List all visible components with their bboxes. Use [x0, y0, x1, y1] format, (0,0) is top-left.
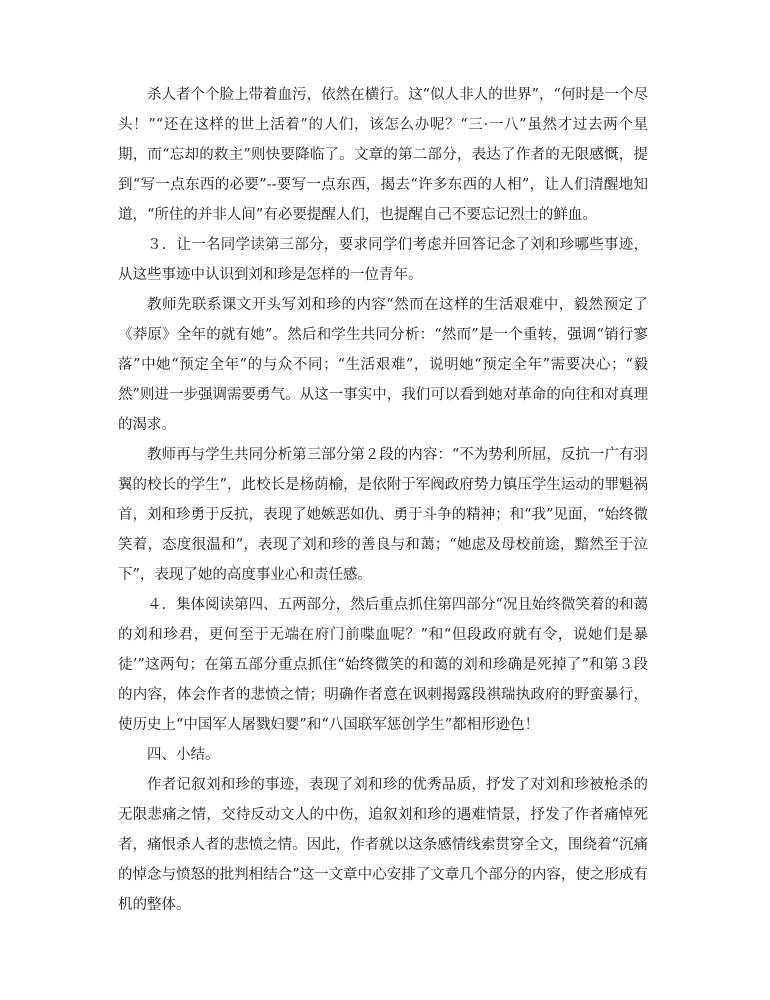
paragraph-4: 教师再与学生共同分析第三部分第２段的内容：“不为势利所屈，反抗一广有羽翼的校长的学生”，此校长是杨荫榆，是依附于军阀政府势力镇压学生运动的罪魁祸首，刘和珍勇于反抗，表现了她嫉恶如仇、勇于斗争的精神；和“我”见面，“始终微笑着，态度很温和”，表现了刘和珍的善良与和蔼；“她虑及母校前途，黯然至于泣下”，表现了她的高度事业心和责任感。 — [118, 447, 648, 583]
paragraph-3: 教师先联系课文开头写刘和珍的内容“然而在这样的生活艰难中，毅然预定了《莽原》全年的就有她”。然后和学生共同分析：“然而”是一个重转，强调“销行寥落”中她“预定全年”的与众不同；“生活艰难”，说明她“预定全年”需要决心；“毅然”则进一步强调需要勇气。从这一事实中，我们可以看到她对革命的向往和对真理的渴求。 — [118, 297, 648, 433]
paragraph-2: ３．让一名同学读第三部分，要求同学们考虑并回答记念了刘和珍哪些事迹，从这些事迹中认识到刘和珍是怎样的一位青年。 — [118, 237, 648, 283]
paragraph-7: 作者记叙刘和珍的事迹，表现了刘和珍的优秀品质，抒发了对刘和珍被枪杀的无限悲痛之情，交待反动文人的中伤，追叙刘和珍的遇难情景，抒发了作者痛悼死者，痛恨杀人者的悲愤之情。因此，作者就以这条感情线索贯穿全文，围绕着“沉痛的悼念与愤怒的批判相结合”这一文章中心安排了文章几个部分的内容，使之形成有机的整体。 — [118, 777, 648, 913]
document-page — [118, 80, 648, 920]
paragraph-1: 杀人者个个脸上带着血污，依然在横行。这“似人非人的世界”，“何时是一个尽头！”“还在这样的世上活着”的人们，该怎么办呢？“三·一八”虽然才过去两个星期，而“忘却的救主”则快要降临了。文章的第二部分，表达了作者的无限感慨，提到“写一点东西的必要”--要写一点东西，揭去“许多东西的人相”，让人们清醒地知道，“所住的并非人间”有必要提醒人们，也提醒自己不要忘记烈士的鲜血。 — [118, 87, 648, 223]
paragraph-5: ４．集体阅读第四、五两部分，然后重点抓住第四部分“况且始终微笑着的和蔼的刘和珍君，更何至于无端在府门前喋血呢？”和“但段政府就有令，说她们是暴徒’”这两句；在第五部分重点抓住“始终微笑的和蔼的刘和珍确是死掉了”和第３段的内容，体会作者的悲愤之情；明确作者意在讽刺揭露段祺瑞执政府的野蛮暴行，使历史上“中国军人屠戮妇婴”和“八国联军惩创学生”都相形逊色！ — [118, 597, 648, 733]
section-heading-summary: 四、小结。 — [147, 747, 220, 763]
